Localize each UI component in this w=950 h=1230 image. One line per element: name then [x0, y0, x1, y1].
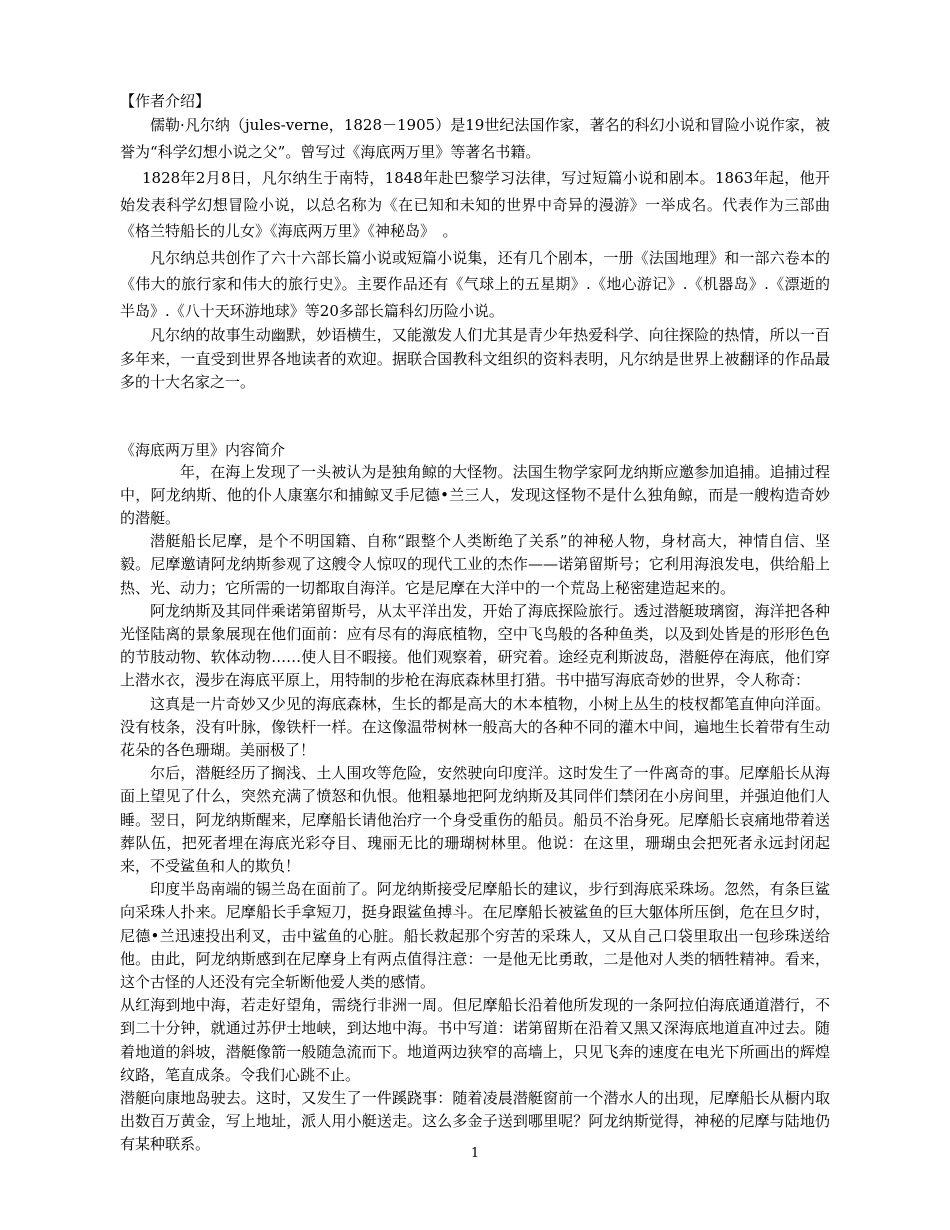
author-paragraph-2: 1828年2月8日，凡尔纳生于南特，1848年赴巴黎学习法律，写过短篇小说和剧本。1863年起，他开始发表科学幻想冒险小说，以总名称为《在已知和未知的世界中奇异的漫游》一举成名。代表作为三部曲 《格兰特船长的儿女》《海底两万里》《神秘岛》 。: [120, 169, 846, 240]
summary-section: [120, 439, 830, 1157]
author-section: [120, 90, 846, 395]
document-page: [120, 90, 846, 1157]
author-paragraph-4: 凡尔纳的故事生动幽默，妙语横生，又能激发人们尤其是青少年热爱科学、向往探险的热情，所以一百多年来，一直受到世界各地读者的欢迎。据联合国教科文组织的资料表明，凡尔纳是世界上被翻译的作品最多的十大名家之一。: [120, 326, 830, 391]
summary-paragraph-2: 潜艇船长尼摩，是个不明国籍、自称“跟整个人类断绝了关系”的神秘人物，身材高大，神情自信、坚毅。尼摩邀请阿龙纳斯参观了这艘令人惊叹的现代工业的杰作——诺第留斯号；它利用海浪发电，供给船上热、光、动力；它所需的一切都取自海洋。它是尼摩在大洋中的一个荒岛上秘密建造起来的。: [120, 532, 830, 597]
summary-paragraph-4: 这真是一片奇妙又少见的海底森林，生长的都是高大的木本植物，小树上丛生的枝杈都笔直伸向洋面。没有枝条，没有叶脉，像铁杆一样。在这像温带树林一般高大的各种不同的灌木中间，遍地生长着带有生动花朵的各色珊瑚。美丽极了！: [120, 694, 830, 759]
summary-paragraph-8: 潜艇向康地岛驶去。这时，又发生了一件蹊跷事：随着凌晨潜艇窗前一个潜水人的出现，尼摩船长从橱内取出数百万黄金，写上地址，派人用小艇送走。这么多金子送到哪里呢？阿龙纳斯觉得，神秘的尼摩与陆地仍有某种联系。: [120, 1088, 830, 1154]
summary-paragraph-5: 尔后，潜艇经历了搁浅、土人围攻等危险，安然驶向印度洋。这时发生了一件离奇的事。尼摩船长从海面上望见了什么，突然充满了愤怒和仇恨。他粗暴地把阿龙纳斯及其同伴们禁闭在小房间里，并强迫他们人睡。翌日，阿龙纳斯醒来，尼摩船长请他治疗一个身受重伤的船员。船员不治身死。尼摩船长哀痛地带着送葬队伍，把死者埋在海底光彩夺目、瑰丽无比的珊瑚树林里。他说：在这里，珊瑚虫会把死者永远封闭起来，不受鲨鱼和人的欺负！: [120, 764, 830, 875]
summary-paragraph-6: 印度半岛南端的锡兰岛在面前了。阿龙纳斯接受尼摩船长的建议，步行到海底采珠场。忽然，有条巨鲨向采珠人扑来。尼摩船长手拿短刀，挺身跟鲨鱼搏斗。在尼摩船长被鲨鱼的巨大躯体所压倒，危在旦夕时，尼德•兰迅速投出利叉，击中鲨鱼的心脏。船长救起那个穷苦的采珠人，又从自己口袋里取出一包珍珠送给他。由此，阿龙纳斯感到在尼摩身上有两点值得注意：一是他无比勇敢，二是他对人类的牺牲精神。看来，这个古怪的人还没有完全斩断他爱人类的感情。: [120, 880, 830, 991]
author-paragraph-3: 凡尔纳总共创作了六十六部长篇小说或短篇小说集，还有几个剧本，一册《法国地理》和一部六卷本的《伟大的旅行家和伟大的旅行史》。主要作品还有《气球上的五星期》.《地心游记》.《机器岛》.《漂逝的半岛》.《八十天环游地球》等20多部长篇科幻历险小说。: [120, 248, 830, 320]
summary-heading: 《海底两万里》内容简介: [120, 440, 286, 459]
author-paragraph-1: 儒勒·凡尔纳（jules-verne，1828－1905）是19世纪法国作家，著名的科幻小说和冒险小说作家，被誉为“科学幻想小说之父”。曾写过《海底两万里》等著名书籍。: [120, 116, 830, 161]
author-heading: 【作者介绍】: [120, 92, 211, 110]
summary-paragraph-1: 年，在海上发现了一头被认为是独角鲸的大怪物。法国生物学家阿龙纳斯应邀参加追捕。追捕过程中，阿龙纳斯、他的仆人康塞尔和捕鲸叉手尼德•兰三人，发现这怪物不是什么独角鲸，而是一艘构造奇妙的潜艇。: [120, 462, 830, 527]
page-number: 1: [470, 1146, 480, 1161]
summary-paragraph-3: 阿龙纳斯及其同伴乘诺第留斯号，从太平洋出发，开始了海底探险旅行。透过潜艇玻璃窗，海洋把各种光怪陆离的景象展现在他们面前：应有尽有的海底植物，空中飞鸟般的各种鱼类，以及到处皆是的形形色色的节肢动物、软体动物……使人目不暇接。他们观察着，研究着。途经克利斯波岛，潜艇停在海底，他们穿上潜水衣，漫步在海底平原上，用特制的步枪在海底森林里打猎。书中描写海底奇妙的世界，令人称奇：: [120, 601, 830, 690]
summary-paragraph-7: 从红海到地中海，若走好望角，需绕行非洲一周。但尼摩船长沿着他所发现的一条阿拉伯海底通道潜行，不到二十分钟，就通过苏伊士地峡，到达地中海。书中写道：诺第留斯在沿着又黑又深海底地道直冲过去。随着地道的斜坡，潜艇像箭一般随急流而下。地道两边狭窄的高墙上，只见飞奔的速度在电光下所画出的辉煌纹路，笔直成条。令我们心跳不止。: [120, 996, 830, 1084]
